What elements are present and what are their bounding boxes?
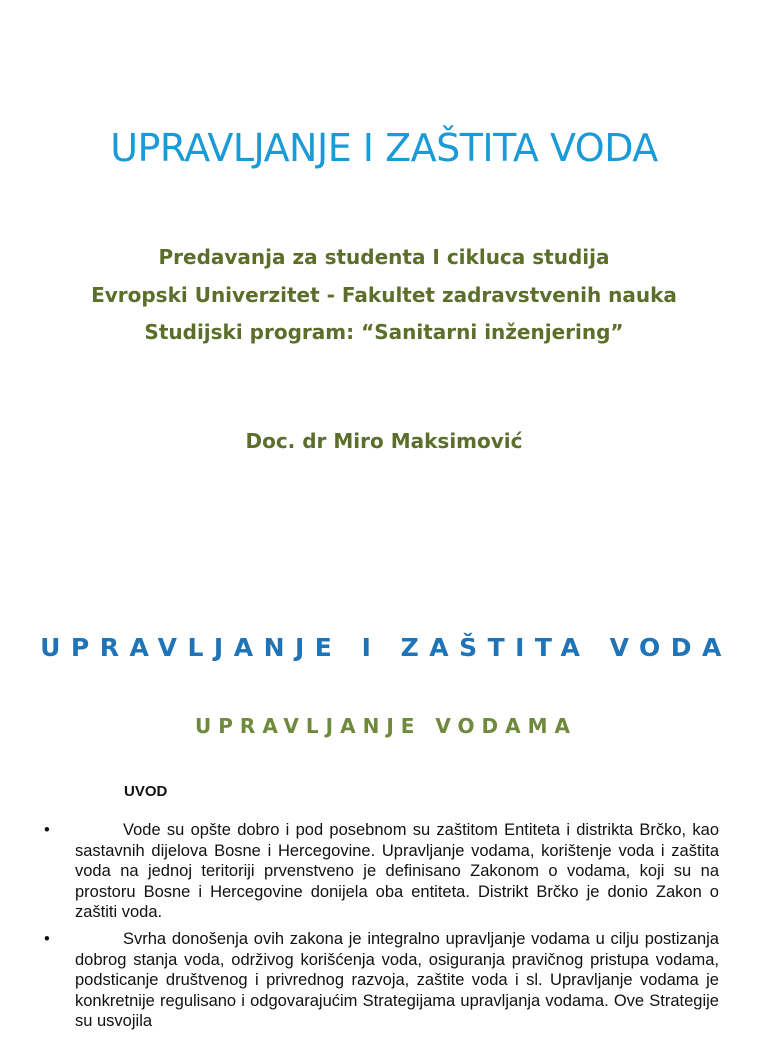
slide-title: UPRAVLJANJE I ZAŠTITA VODA: [110, 126, 658, 170]
bullet-icon: •: [44, 821, 50, 839]
list-item: [0, 820, 768, 923]
bullet-text: Svrha donošenja ovih zakona je integralno upravljanje vodama u cilju postizanja dobrog stanja voda, održivog korišćenja voda, osiguranja pravičnog pristupa vodama, podsticanje društvenog i privrednog razvoja, zaštite voda i sl. Upravljanje vodama je konkretnije regulisano i odgovarajućim Strategijama upravljanja vodama. Ove Strategije su usvojila: [75, 929, 719, 1031]
slide2-title: UPRAVLJANJE I ZAŠTITA VODA: [40, 633, 732, 662]
slide2-subtitle: UPRAVLJANJE VODAMA: [195, 714, 577, 738]
subtitle-line-3: Studijski program: “Sanitarni inženjering”: [144, 320, 624, 344]
subtitle-line-2: Evropski Univerzitet - Fakultet zadravstvenih nauka: [91, 283, 677, 307]
list-item: [0, 929, 768, 1032]
bullet-icon: •: [44, 929, 50, 948]
section-heading: UVOD: [124, 783, 168, 800]
subtitle-line-1: Predavanja za studenta I cikluca studija: [158, 245, 610, 269]
bullet-text: Vode su opšte dobro i pod posebnom su zaštitom Entiteta i distrikta Brčko, kao sastavnih dijelova Bosne i Hercegovine. Upravljanje vodama, korištenje voda i zaštita voda na jednoj teritoriji prvenstveno je definisano Zakonom o vodama, koji su na prostoru Bosne i Hercegovine donijela oba entiteta. Distrikt Brčko je donio Zakon o zaštiti voda.: [75, 821, 719, 922]
author-name: Doc. dr Miro Maksimović: [245, 429, 523, 453]
bullet-list: [0, 820, 768, 1038]
